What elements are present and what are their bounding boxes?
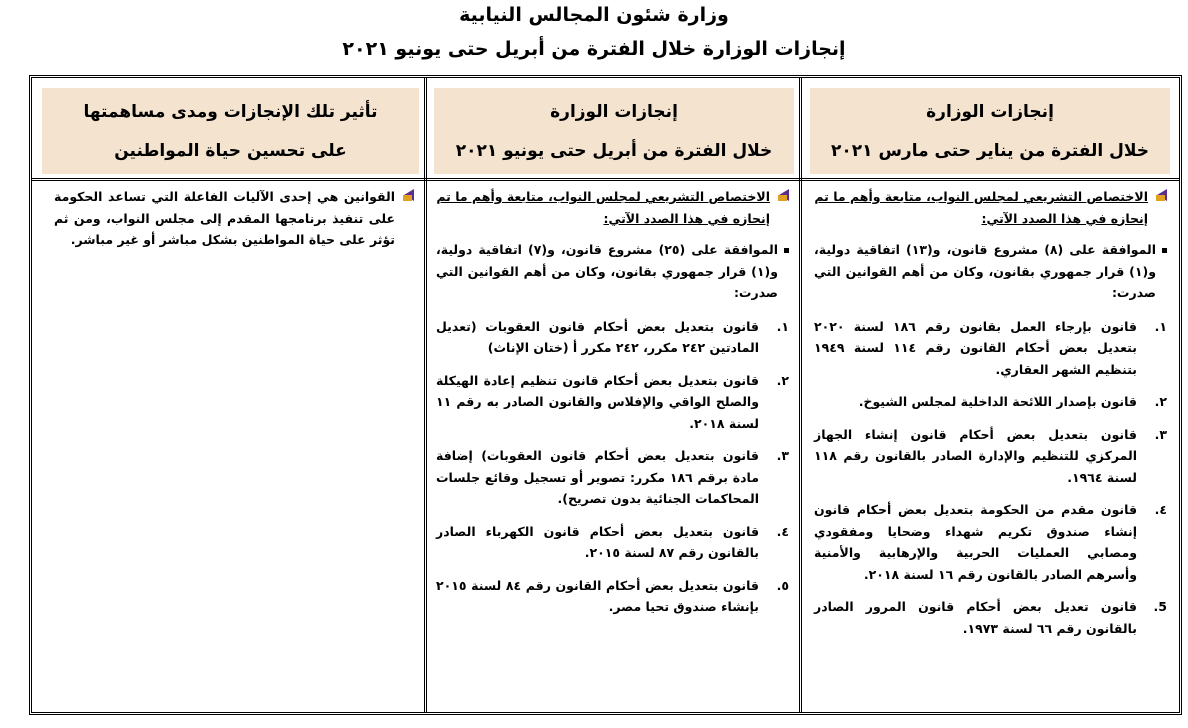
square-bullet-icon	[784, 248, 789, 253]
arrow-bullet-icon	[1154, 189, 1167, 202]
intro-paragraph: الموافقة على (٨) مشروع قانون، و(١٣) اتفاقية دولية، و(١) قرار جمهوري بقانون، وكان من أهم القوانين التي صدرت:	[814, 239, 1167, 304]
ministry-title: وزارة شئون المجالس النيابية	[459, 4, 729, 26]
header-cell-apr-jun	[434, 88, 794, 174]
header-cell-impact	[42, 88, 419, 174]
column-divider	[799, 78, 802, 712]
column-impact	[54, 186, 414, 251]
impact-paragraph: القوانين هي إحدى الآليات الفاعلة التي تساعد الحكومة على تنفيذ برنامجها المقدم إلى مجلس النواب، ومن ثم تؤثر على حياة المواطنين بشكل مباشر أو غير مباشر.	[54, 186, 414, 251]
list-item: ٤. قانون مقدم من الحكومة بتعديل بعض أحكام قانون إنشاء صندوق تكريم شهداء وضحايا ومفقودي ومصابي العمليات الحربية والإرهابية والأمنية وأسرهم الصادر بالقانون رقم ١٦ لسنة ٢٠١٨.	[814, 502, 1167, 582]
column-jan-mar	[814, 186, 1167, 650]
list-item: ٢. قانون بإصدار اللائحة الداخلية لمجلس الشيوخ.	[858, 394, 1167, 409]
section-heading: الاختصاص التشريعي لمجلس النواب، متابعة وأهم ما تم إنجازه في هذا الصدد الآتي:	[814, 186, 1167, 229]
header-line: خلال الفترة من أبريل حتى يونيو ٢٠٢١	[455, 140, 773, 161]
header-line: خلال الفترة من يناير حتى مارس ٢٠٢١	[831, 140, 1149, 161]
header-cell-jan-mar	[810, 88, 1170, 174]
list-item: ٣. قانون بتعديل بعض أحكام قانون العقوبات) إضافة مادة برقم ١٨٦ مكرر: تصوير أو تسجيل وقائع جلسات المحاكمات الجنائية بدون تصريح).	[436, 448, 789, 506]
law-list	[814, 316, 1167, 640]
list-item: ١. قانون بإرجاء العمل بقانون رقم ١٨٦ لسنة ٢٠٢٠ بتعديل بعض أحكام القانون رقم ١١٤ لسنة ١٩٤٩ بتنظيم الشهر العقاري.	[814, 318, 1167, 377]
achievements-table	[29, 75, 1182, 715]
header-line: على تحسين حياة المواطنين	[114, 140, 347, 161]
list-item: ٣. قانون بتعديل بعض أحكام قانون إنشاء الجهاز المركزي للتنظيم والإدارة الصادر بالقانون رقم ١١٨ لسنة ١٩٦٤.	[814, 426, 1167, 485]
arrow-bullet-icon	[776, 189, 789, 202]
header-line: تأثير تلك الإنجازات ومدى مساهمتها	[83, 101, 378, 122]
list-item: ٢. قانون بتعديل بعض أحكام قانون تنظيم إعادة الهيكلة والصلح الواقي والإفلاس والقانون الصادر به رقم ١١ لسنة ٢٠١٨.	[436, 372, 789, 431]
list-item: ٤. قانون بتعديل بعض أحكام قانون الكهرباء الصادر بالقانون رقم ٨٧ لسنة ٢٠١٥.	[436, 523, 789, 560]
header-divider	[32, 178, 1179, 181]
section-heading: الاختصاص التشريعي لمجلس النواب، متابعة وأهم ما تم إنجازه في هذا الصدد الآتي:	[436, 186, 789, 229]
list-item: ١. قانون بتعديل بعض أحكام قانون العقوبات (تعديل المادتين ٢٤٢ مكرر، ٢٤٢ مكرر أ (ختان الإناث)	[436, 318, 789, 355]
document-subtitle: إنجازات الوزارة خلال الفترة من أبريل حتى يونيو ٢٠٢١	[342, 38, 846, 60]
list-item: 5. قانون تعديل بعض أحكام قانون المرور الصادر بالقانون رقم ٦٦ لسنة ١٩٧٣.	[814, 599, 1167, 636]
arrow-bullet-icon	[401, 189, 414, 202]
square-bullet-icon	[1162, 248, 1167, 253]
header-line: إنجازات الوزارة	[550, 101, 678, 122]
list-item: ٥. قانون بتعديل بعض أحكام القانون رقم ٨٤ لسنة ٢٠١٥ بإنشاء صندوق تحيا مصر.	[436, 577, 789, 614]
intro-paragraph: الموافقة على (٢٥) مشروع قانون، و(٧) اتفاقية دولية، و(١) قرار جمهوري بقانون، وكان من أهم القوانين التي صدرت:	[436, 239, 789, 304]
column-divider	[424, 78, 427, 712]
header-line: إنجازات الوزارة	[926, 101, 1054, 122]
column-apr-jun	[436, 186, 789, 629]
law-list	[436, 316, 789, 618]
